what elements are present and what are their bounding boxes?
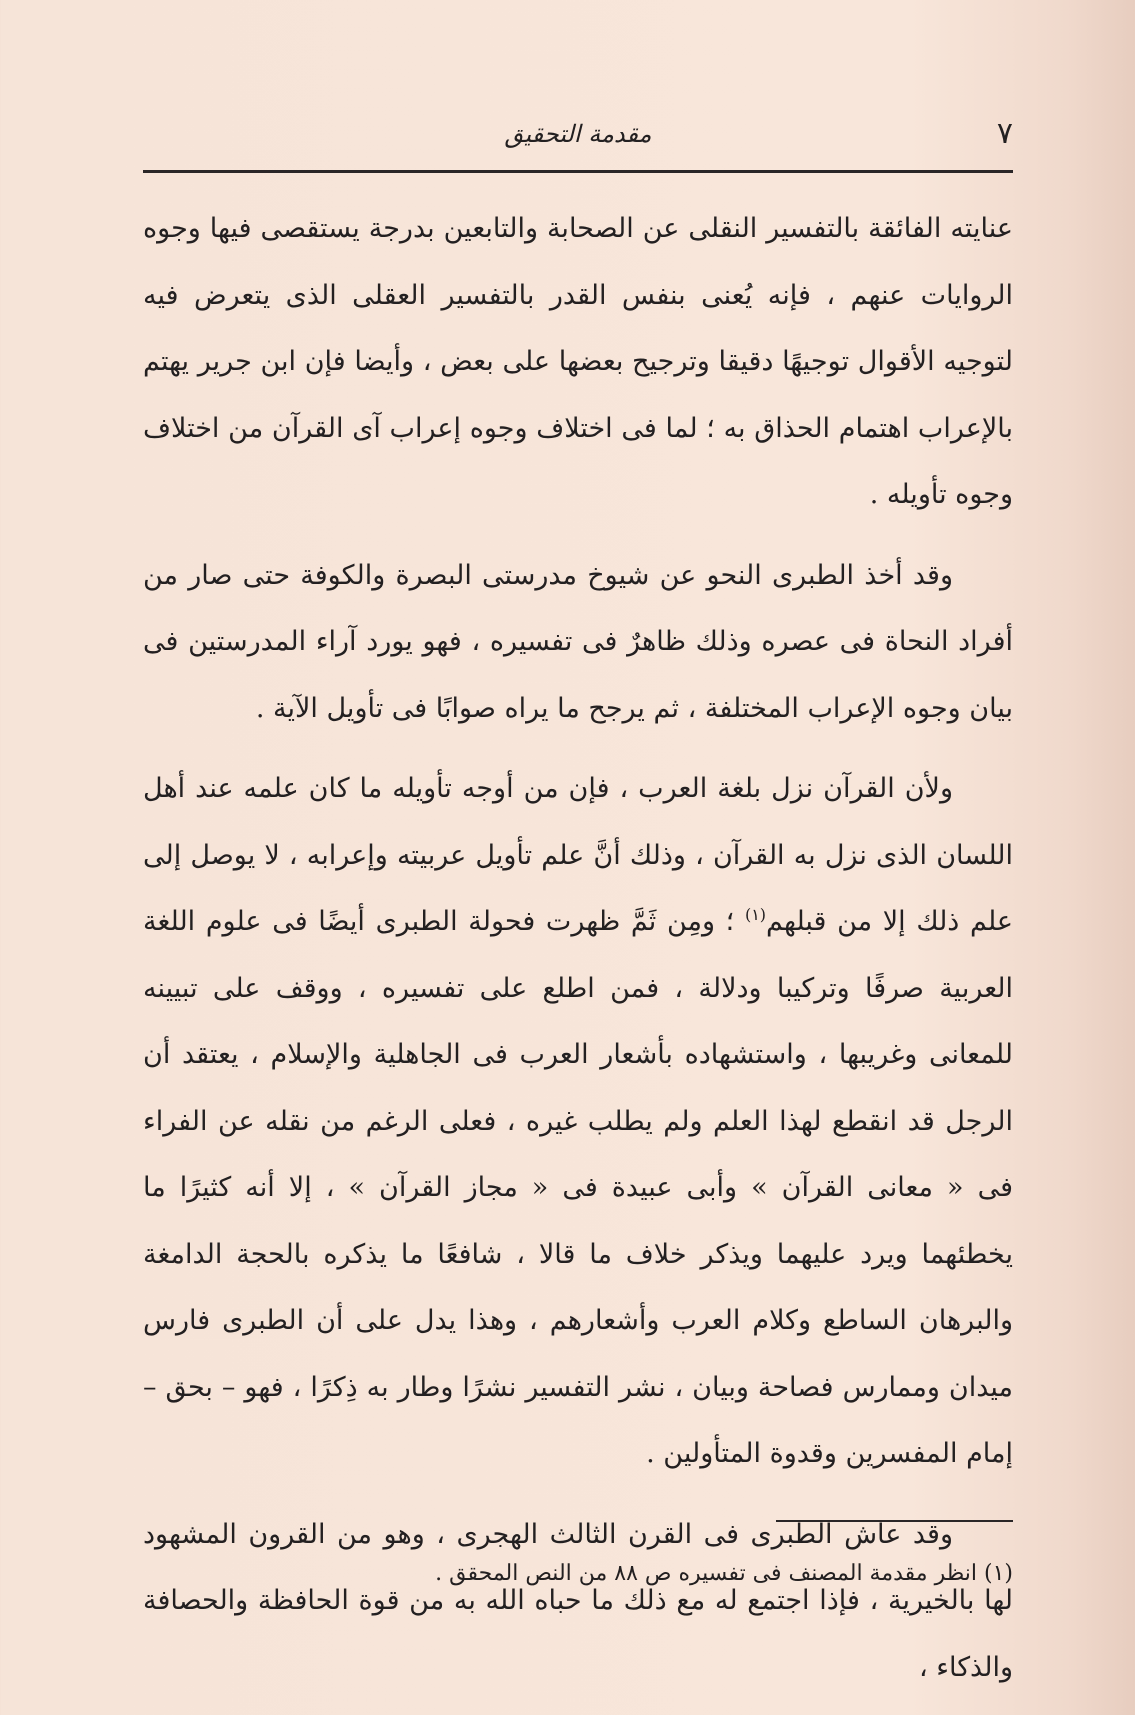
paragraph-2: وقد أخذ الطبرى النحو عن شيوخ مدرستى البصرة والكوفة حتى صار من أفراد النحاة فى عصره وذلك ظاهرٌ فى تفسيره ، فهو يورد آراء المدرستين فى بيان وجوه الإعراب المختلفة ، ثم يرجح ما يراه صوابًا فى تأويل الآية . [143, 559, 1013, 724]
footnote: (١) انظر مقدمة المصنف فى تفسيره ص ٨٨ من النص المحقق . [435, 1561, 1013, 1586]
paragraph-3 [143, 756, 1013, 1488]
paragraph-4: وقد عاش الطبرى فى القرن الثالث الهجرى ، وهو من القرون المشهود لها بالخيرية ، فإذا اجتمع له مع ذلك ما حباه الله به من قوة الحافظة والحصافة والذكاء ، [143, 1518, 1013, 1683]
paragraph-3-part-a: ولأن القرآن نزل بلغة العرب ، فإن من أوجه تأويله ما كان علمه عند أهل اللسان الذى نزل به القرآن ، وذلك أنَّ علم تأويل عربيته وإعرابه ، لا يوصل إلى علم ذلك إلا من قبلهم [143, 773, 1014, 937]
footnote-divider [776, 1520, 1013, 1522]
running-title: مقدمة التحقيق [504, 120, 652, 148]
main-text [143, 196, 1013, 1715]
header-divider [143, 170, 1013, 173]
paragraph-1: عنايته الفائقة بالتفسير النقلى عن الصحابة والتابعين بدرجة يستقصى فيها وجوه الروايات عنهم ، فإنه يُعنى بنفس القدر بالتفسير العقلى الذى يتعرض فيه لتوجيه الأقوال توجيهًا دقيقا وترجيح بعضها على بعض ، وأيضا فإن ابن جرير يهتم بالإعراب اهتمام الحذاق به ؛ لما فى اختلاف وجوه إعراب آى القرآن من اختلاف وجوه تأويله . [143, 213, 1013, 510]
running-header [143, 112, 1013, 164]
page-number: ٧ [996, 116, 1013, 151]
paragraph-3-part-b: ؛ ومِن ثَمَّ ظهرت فحولة الطبرى أيضًا فى علوم اللغة العربية صرفًا وتركيبا ودلالة ، فمن اطلع على تفسيره ، ووقف على تبيينه للمعانى وغريبها ، واستشهاده بأشعار العرب فى الجاهلية والإسلام ، يعتقد أن الرجل قد انقطع لهذا العلم ولم يطلب غيره ، فعلى الرغم من نقله عن الفراء فى « معانى القرآن » وأبى عبيدة فى « مجاز القرآن » ، إلا أنه كثيرًا ما يخطئهما ويرد عليهما ويذكر خلاف ما قالا ، شافعًا ما يذكره بالحجة الدامغة والبرهان الساطع وكلام العرب وأشعارهم ، وهذا يدل على أن الطبرى فارس ميدان وممارس فصاحة وبيان ، نشر التفسير نشرًا وطار به ذِكرًا ، فهو – بحق – إمام المفسرين وقدوة المتأولين . [143, 906, 1013, 1469]
footnote-reference: (١) [744, 905, 767, 924]
